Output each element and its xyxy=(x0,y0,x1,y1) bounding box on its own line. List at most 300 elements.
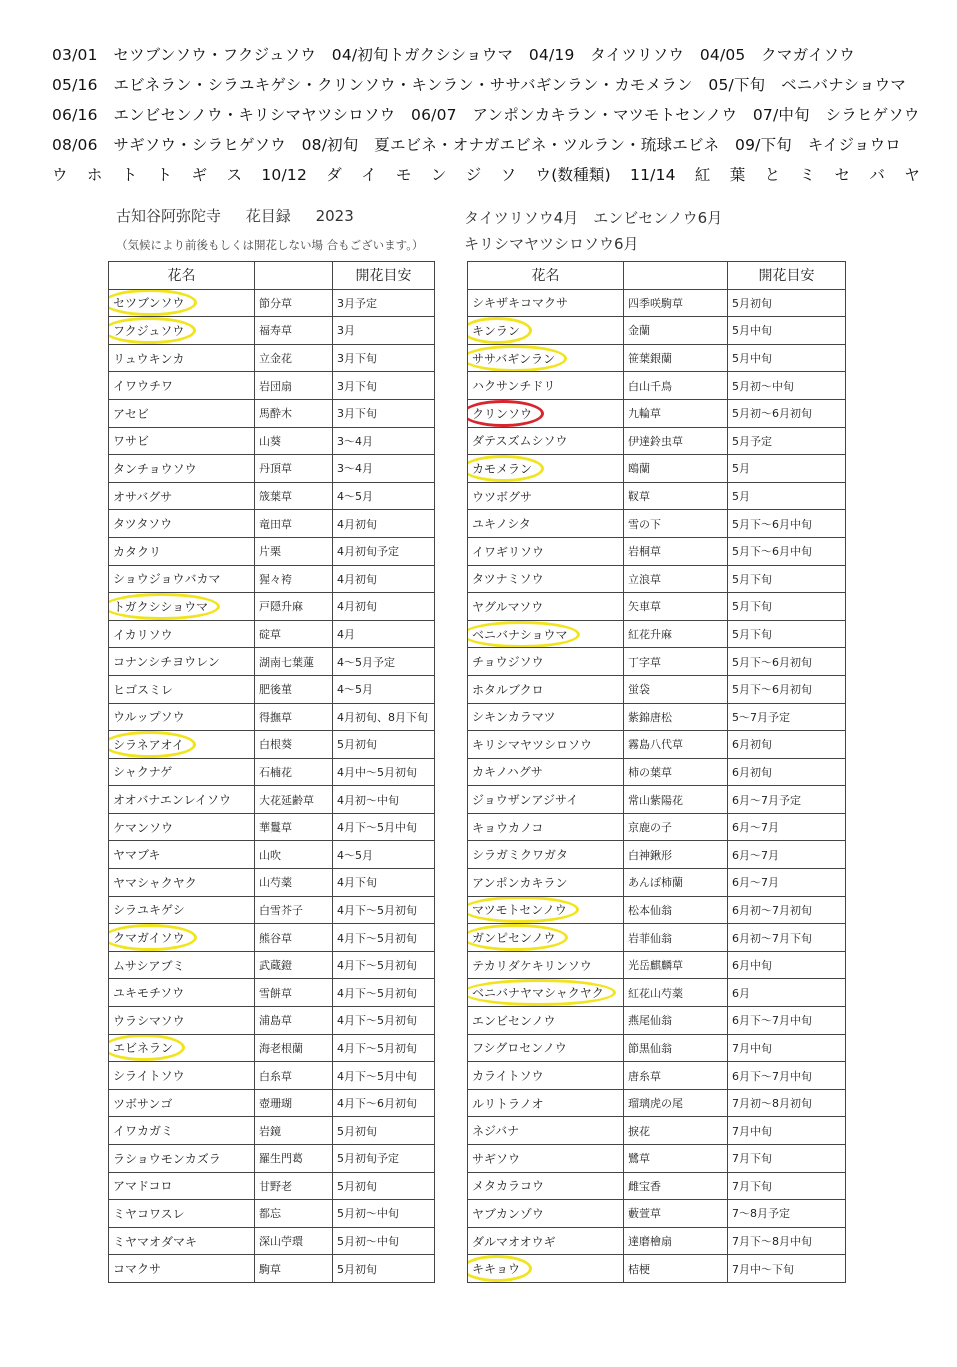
bloom-time-cell: 3月下旬 xyxy=(333,372,435,400)
flower-name-cell xyxy=(468,703,624,731)
schedule-token: ミ xyxy=(799,166,816,184)
flower-name: オオバナエンレイソウ xyxy=(113,793,232,808)
flower-name: シキザキコマクサ xyxy=(472,296,569,311)
flower-kanji-cell: 甘野老 xyxy=(255,1172,333,1200)
flower-name-cell xyxy=(109,1255,255,1283)
flower-kanji-cell: 岩団扇 xyxy=(255,372,333,400)
table-row xyxy=(468,565,846,593)
flower-name: ユキモチソウ xyxy=(113,986,185,1001)
bloom-time-cell: 7月中旬 xyxy=(728,1034,846,1062)
table-row xyxy=(109,427,435,455)
table-row xyxy=(109,1034,435,1062)
table-row xyxy=(109,841,435,869)
table-row xyxy=(468,1034,846,1062)
flower-name-cell xyxy=(468,841,624,869)
flower-name-cell xyxy=(468,455,624,483)
flower-kanji-cell: 鴎蘭 xyxy=(624,455,728,483)
bloom-time-cell: 6月〜7月 xyxy=(728,869,846,897)
flower-name: テカリダケキリンソウ xyxy=(472,958,592,973)
flower-kanji-cell: 伊達鈴虫草 xyxy=(624,427,728,455)
flower-kanji-cell: 松本仙翁 xyxy=(624,896,728,924)
bloom-time-cell: 7月下旬 xyxy=(728,1145,846,1173)
flower-name-cell xyxy=(109,565,255,593)
flower-name-cell xyxy=(109,786,255,814)
bloom-time-cell: 6月〜7月 xyxy=(728,813,846,841)
schedule-token: ス xyxy=(226,166,243,184)
bloom-time-cell: 6月初旬 xyxy=(728,731,846,759)
bloom-time-cell: 7月中〜下旬 xyxy=(728,1255,846,1283)
bloom-time-cell: 4月初旬 xyxy=(333,510,435,538)
flower-name: ワサビ xyxy=(113,434,150,449)
flower-name: ジョウザンアジサイ xyxy=(472,793,579,808)
flower-name: ホタルブクロ xyxy=(472,682,544,697)
flower-kanji-cell: 丁字草 xyxy=(624,648,728,676)
flower-kanji-cell: 浦島草 xyxy=(255,1007,333,1035)
flower-name-cell xyxy=(109,1172,255,1200)
flower-name-cell xyxy=(468,758,624,786)
bloom-time-cell: 6月初〜7月初旬 xyxy=(728,896,846,924)
flower-kanji-cell: 瑠璃虎の尾 xyxy=(624,1089,728,1117)
flower-name-cell xyxy=(109,289,255,317)
schedule-token: イ xyxy=(361,166,377,184)
table-row xyxy=(468,455,846,483)
flower-name: ルリトラノオ xyxy=(472,1096,544,1111)
flower-kanji-cell: 白神鍬形 xyxy=(624,841,728,869)
flower-kanji-cell: 深山苧環 xyxy=(255,1227,333,1255)
table-row xyxy=(468,427,846,455)
flower-name: ウラシマソウ xyxy=(113,1013,185,1028)
table-row xyxy=(468,510,846,538)
bloom-time-cell: 5月中旬 xyxy=(728,317,846,345)
flower-kanji-cell: 片栗 xyxy=(255,537,333,565)
table-row xyxy=(468,924,846,952)
flower-name: サギソウ xyxy=(472,1151,521,1166)
scan-title xyxy=(116,205,374,226)
flower-kanji-cell: 紅花升麻 xyxy=(624,620,728,648)
flower-kanji-cell: 白根葵 xyxy=(255,731,333,759)
bloom-time-cell: 6月下〜7月中旬 xyxy=(728,1007,846,1035)
bloom-time-cell: 4月下〜5月初旬 xyxy=(333,924,435,952)
flower-name: ショウジョウバカマ xyxy=(113,572,221,587)
flower-kanji-cell: 都忘 xyxy=(255,1200,333,1228)
flower-name-cell xyxy=(109,372,255,400)
schedule-token: 10/12 xyxy=(261,166,308,184)
flower-name: カタクリ xyxy=(113,544,162,559)
flower-kanji-cell: 白山千鳥 xyxy=(624,372,728,400)
bloom-time-cell: 5月下旬 xyxy=(728,565,846,593)
highlighted-flower-name: カモメラン xyxy=(472,461,533,476)
flower-kanji-cell: 岩桐草 xyxy=(624,537,728,565)
table-row xyxy=(109,924,435,952)
schedule-token: 11/14 xyxy=(630,166,676,184)
bloom-time-cell: 4月 xyxy=(333,620,435,648)
flower-kanji-cell: 武蔵鐙 xyxy=(255,951,333,979)
highlighted-flower-name: キンラン xyxy=(472,323,520,338)
highlighted-flower-name: シラネアオイ xyxy=(113,737,184,752)
table-row xyxy=(468,344,846,372)
table-row xyxy=(109,813,435,841)
table-row xyxy=(109,317,435,345)
flower-kanji-cell: 碇草 xyxy=(255,620,333,648)
flower-name-cell xyxy=(109,1034,255,1062)
table-row xyxy=(109,869,435,897)
flower-name: ネジバナ xyxy=(472,1124,520,1139)
schedule-line-2: 05/16 エビネラン・シラユキゲシ・クリンソウ・キンラン・ササバギンラン・カモメラン 05/下旬 ベニバナショウマ xyxy=(52,76,907,94)
flower-kanji-cell: 山芍薬 xyxy=(255,869,333,897)
flower-kanji-cell: 竜田草 xyxy=(255,510,333,538)
flower-kanji-cell: 四季咲駒草 xyxy=(624,289,728,317)
schedule-token: ジ xyxy=(465,166,482,184)
table-row xyxy=(109,1145,435,1173)
flower-name: キョウカノコ xyxy=(472,820,544,835)
flower-name-cell xyxy=(109,510,255,538)
flower-kanji-cell: 捩花 xyxy=(624,1117,728,1145)
schedule-token: ダ xyxy=(326,166,342,184)
flower-name: シラガミクワガタ xyxy=(472,848,569,863)
bloom-time-cell: 4月下〜6月初旬 xyxy=(333,1089,435,1117)
bloom-time-cell: 4月下〜5月初旬 xyxy=(333,896,435,924)
bloom-time-cell: 6月下〜7月中旬 xyxy=(728,1062,846,1090)
schedule-token: 紅 xyxy=(694,166,711,184)
flower-name: ツボサンゴ xyxy=(113,1096,173,1111)
flower-kanji-cell: 山葵 xyxy=(255,427,333,455)
schedule-header xyxy=(52,40,932,190)
flower-kanji-cell: 靫草 xyxy=(624,482,728,510)
col-header-name: 花名 xyxy=(109,262,255,290)
schedule-token: セ xyxy=(834,166,851,184)
bloom-time-cell: 6月〜7月予定 xyxy=(728,786,846,814)
schedule-token: ト xyxy=(156,166,173,184)
table-header-row xyxy=(468,262,846,290)
flower-name-cell xyxy=(109,317,255,345)
flower-name-cell xyxy=(468,813,624,841)
flower-name-cell xyxy=(109,1117,255,1145)
flower-kanji-cell: 金蘭 xyxy=(624,317,728,345)
highlighted-flower-name: クリンソウ xyxy=(472,406,533,421)
table-row xyxy=(109,786,435,814)
flower-name-cell xyxy=(109,924,255,952)
highlighted-flower-name: ベニバナヤマシャクヤク xyxy=(472,986,604,1001)
table-row xyxy=(468,317,846,345)
table-row xyxy=(468,1062,846,1090)
flower-kanji-cell: 山吹 xyxy=(255,841,333,869)
flower-kanji-cell: 丹頂草 xyxy=(255,455,333,483)
bloom-time-cell: 4月初旬 xyxy=(333,593,435,621)
flower-kanji-cell: 駒草 xyxy=(255,1255,333,1283)
table-row xyxy=(109,1227,435,1255)
flower-name: メタカラコウ xyxy=(472,1179,545,1194)
flower-name: ヒゴスミレ xyxy=(113,682,174,697)
flower-name: ヤブカンゾウ xyxy=(472,1206,544,1221)
flower-name-cell xyxy=(468,979,624,1007)
flower-kanji-cell: 光岳麒麟草 xyxy=(624,951,728,979)
table-row xyxy=(468,593,846,621)
flower-name-cell xyxy=(468,1034,624,1062)
flower-name-cell xyxy=(468,372,624,400)
table-row xyxy=(468,869,846,897)
table-row xyxy=(468,951,846,979)
table-row xyxy=(109,703,435,731)
flower-name-cell xyxy=(468,896,624,924)
scan-subtitle: （気候により前後もしくは開花しない場 合もございます。） xyxy=(116,238,424,252)
flower-kanji-cell: 岩鏡 xyxy=(255,1117,333,1145)
flower-name: ダテスズムシソウ xyxy=(472,434,568,449)
highlighted-flower-name: フクジュソウ xyxy=(113,323,185,338)
bloom-time-cell: 5月下〜6月中旬 xyxy=(728,510,846,538)
table-row xyxy=(109,510,435,538)
flower-name-cell xyxy=(468,1172,624,1200)
flower-name: ウルップソウ xyxy=(113,710,185,725)
schedule-token: ギ xyxy=(191,166,208,184)
bloom-time-cell: 4月下旬 xyxy=(333,869,435,897)
flower-kanji-cell: 華鬘草 xyxy=(255,813,333,841)
table-row xyxy=(468,482,846,510)
bloom-time-cell: 3〜4月 xyxy=(333,427,435,455)
flower-name-cell xyxy=(109,1227,255,1255)
table-row xyxy=(109,648,435,676)
flower-name-cell xyxy=(468,482,624,510)
flower-name-cell xyxy=(468,399,624,427)
flower-kanji-cell: 福寿草 xyxy=(255,317,333,345)
flower-name-cell xyxy=(109,455,255,483)
flower-kanji-cell: 大花延齢草 xyxy=(255,786,333,814)
flower-name: イワギリソウ xyxy=(472,544,545,559)
bloom-time-cell: 5月初旬 xyxy=(333,1255,435,1283)
schedule-token: ウ xyxy=(52,166,68,184)
flower-kanji-cell: 熊谷草 xyxy=(255,924,333,952)
flower-name: ヤマブキ xyxy=(113,848,161,863)
bloom-time-cell: 6月初旬 xyxy=(728,758,846,786)
bloom-time-cell: 4〜5月 xyxy=(333,482,435,510)
table-row xyxy=(109,537,435,565)
flower-kanji-cell: 白雪芥子 xyxy=(255,896,333,924)
flower-name: アンポンカキラン xyxy=(472,875,568,890)
schedule-line-1: 03/01 セツブンソウ・フクジュソウ 04/初旬トガクシショウマ 04/19 タイツリソウ 04/05 クマガイソウ xyxy=(52,46,855,64)
flower-name-cell xyxy=(109,979,255,1007)
flower-name-cell xyxy=(109,731,255,759)
bloom-time-cell: 5月予定 xyxy=(728,427,846,455)
schedule-token: ウ(数種類) xyxy=(535,166,611,184)
flower-name-cell xyxy=(109,813,255,841)
table-row xyxy=(468,289,846,317)
table-row xyxy=(109,979,435,1007)
flower-name-cell xyxy=(468,869,624,897)
table-row xyxy=(109,620,435,648)
flower-kanji-cell: 雪の下 xyxy=(624,510,728,538)
table-row xyxy=(109,372,435,400)
table-row xyxy=(109,1007,435,1035)
bloom-time-cell: 5月初旬予定 xyxy=(333,1145,435,1173)
flower-kanji-cell: 霧島八代草 xyxy=(624,731,728,759)
flower-name-cell xyxy=(468,565,624,593)
bloom-time-cell: 5月 xyxy=(728,482,846,510)
table-row xyxy=(109,896,435,924)
table-row xyxy=(468,731,846,759)
flower-name: イワカガミ xyxy=(113,1124,174,1139)
table-row xyxy=(468,399,846,427)
bloom-time-cell: 7月初〜8月初旬 xyxy=(728,1089,846,1117)
schedule-token: ト xyxy=(121,166,138,184)
table-row xyxy=(109,482,435,510)
bloom-time-cell: 5月初〜6月初旬 xyxy=(728,399,846,427)
flower-name: アマドコロ xyxy=(113,1179,173,1194)
flower-kanji-cell: 節黒仙翁 xyxy=(624,1034,728,1062)
flower-name-cell xyxy=(109,841,255,869)
flower-kanji-cell: 紅花山芍薬 xyxy=(624,979,728,1007)
bloom-time-cell: 7〜8月予定 xyxy=(728,1200,846,1228)
bloom-time-cell: 4〜5月 xyxy=(333,675,435,703)
flower-name-cell xyxy=(109,620,255,648)
table-row xyxy=(109,1062,435,1090)
flower-kanji-cell: 羅生門葛 xyxy=(255,1145,333,1173)
schedule-token: バ xyxy=(869,166,886,184)
flower-name-cell xyxy=(109,537,255,565)
flower-kanji-cell: 九輪草 xyxy=(624,399,728,427)
table-row xyxy=(109,593,435,621)
schedule-token: ソ xyxy=(500,166,517,184)
flower-kanji-cell: 得撫草 xyxy=(255,703,333,731)
flower-name-cell xyxy=(109,896,255,924)
flower-kanji-cell: 雪餅草 xyxy=(255,979,333,1007)
flower-name: カキノハグサ xyxy=(472,765,543,780)
flower-kanji-cell: 海老根蘭 xyxy=(255,1034,333,1062)
bloom-time-cell: 4月初〜中旬 xyxy=(333,786,435,814)
flower-name: チョウジソウ xyxy=(472,655,544,670)
bloom-time-cell: 4月初旬予定 xyxy=(333,537,435,565)
flower-name-cell xyxy=(468,648,624,676)
schedule-token: ホ xyxy=(86,166,103,184)
flower-kanji-cell: 蛍袋 xyxy=(624,675,728,703)
flower-name: コマクサ xyxy=(113,1262,162,1277)
table-row xyxy=(468,1227,846,1255)
flower-kanji-cell: 石楠花 xyxy=(255,758,333,786)
flower-name-cell xyxy=(109,869,255,897)
table-row xyxy=(468,675,846,703)
flower-name-cell xyxy=(468,924,624,952)
highlighted-flower-name: トガクシショウマ xyxy=(113,599,209,614)
table-row xyxy=(109,1089,435,1117)
bloom-time-cell: 4〜5月 xyxy=(333,841,435,869)
flower-kanji-cell: 肥後菫 xyxy=(255,675,333,703)
flower-name: ダルマオオウギ xyxy=(472,1234,556,1249)
flower-name: ラショウモンカズラ xyxy=(113,1151,221,1166)
temple-name: 古知谷阿弥陀寺 xyxy=(116,207,222,225)
flower-name-cell xyxy=(468,427,624,455)
bloom-time-cell: 7月下〜8月中旬 xyxy=(728,1227,846,1255)
table-row xyxy=(468,896,846,924)
flower-name-cell xyxy=(468,731,624,759)
flower-name-cell xyxy=(109,344,255,372)
flower-kanji-cell: 馬酔木 xyxy=(255,399,333,427)
table-row xyxy=(109,951,435,979)
highlighted-flower-name: ガンピセンノウ xyxy=(472,931,556,946)
bloom-time-cell: 6月初〜7月下旬 xyxy=(728,924,846,952)
highlighted-flower-name: クマガイソウ xyxy=(113,931,185,946)
flower-kanji-cell: 京鹿の子 xyxy=(624,813,728,841)
bloom-time-cell: 3月予定 xyxy=(333,289,435,317)
bloom-time-cell: 3月下旬 xyxy=(333,344,435,372)
schedule-token: ン xyxy=(430,166,447,184)
col-header-bloom: 開花目安 xyxy=(333,262,435,290)
bloom-time-cell: 3月 xyxy=(333,317,435,345)
flower-kanji-cell: 藪萱草 xyxy=(624,1200,728,1228)
bloom-time-cell: 3〜4月 xyxy=(333,455,435,483)
flower-kanji-cell: 達磨檜扇 xyxy=(624,1227,728,1255)
flower-name: ウツボグサ xyxy=(472,489,533,504)
schedule-token: ヤ xyxy=(904,166,920,184)
flower-name: シラユキゲシ xyxy=(113,903,185,918)
flower-name-cell xyxy=(109,482,255,510)
flower-name: ヤグルマソウ xyxy=(472,599,544,614)
bloom-time-cell: 4月下〜5月初旬 xyxy=(333,1034,435,1062)
flower-name-cell xyxy=(468,1117,624,1145)
bloom-time-cell: 4月下〜5月中旬 xyxy=(333,1062,435,1090)
flower-kanji-cell: 筬葉草 xyxy=(255,482,333,510)
flower-name-cell xyxy=(109,758,255,786)
flower-name-cell xyxy=(109,648,255,676)
table-row xyxy=(468,1255,846,1283)
flower-name: オサバグサ xyxy=(113,489,173,504)
flower-name-cell xyxy=(468,620,624,648)
flower-name: タツタソウ xyxy=(113,517,173,532)
flower-kanji-cell: 雌宝香 xyxy=(624,1172,728,1200)
flower-name: エンビセンノウ xyxy=(472,1013,556,1028)
flower-name: タツナミソウ xyxy=(472,572,544,587)
bloom-time-cell: 5月下〜6月初旬 xyxy=(728,648,846,676)
flower-name-cell xyxy=(468,510,624,538)
flower-name: ハクサンチドリ xyxy=(472,379,556,394)
flower-name: ユキノシタ xyxy=(472,517,531,532)
bloom-time-cell: 5月初旬 xyxy=(333,731,435,759)
flower-kanji-cell: 湖南七葉蓮 xyxy=(255,648,333,676)
flower-kanji-cell: あんぽ柿蘭 xyxy=(624,869,728,897)
flower-name-cell xyxy=(109,593,255,621)
flower-kanji-cell: 柿の葉草 xyxy=(624,758,728,786)
bloom-time-cell: 4月初旬、8月下旬 xyxy=(333,703,435,731)
table-row xyxy=(468,648,846,676)
bloom-time-cell: 5月下旬 xyxy=(728,620,846,648)
table-row xyxy=(468,813,846,841)
flower-name-cell xyxy=(468,537,624,565)
flower-kanji-cell: 常山紫陽花 xyxy=(624,786,728,814)
flower-name: ミヤコワスレ xyxy=(113,1206,185,1221)
table-row xyxy=(468,1172,846,1200)
flower-name-cell xyxy=(109,951,255,979)
schedule-token: モ xyxy=(395,166,412,184)
flower-name: ムサシアブミ xyxy=(113,958,185,973)
table-row xyxy=(468,786,846,814)
schedule-token: 葉 xyxy=(729,166,746,184)
schedule-line-3: 06/16 エンビセンノウ・キリシマヤツシロソウ 06/07 アンポンカキラン・マツモトセンノウ 07/中旬 シラヒゲソウ xyxy=(52,106,920,124)
table-row xyxy=(468,703,846,731)
flower-kanji-cell: 壺珊瑚 xyxy=(255,1089,333,1117)
table-row xyxy=(109,289,435,317)
table-row xyxy=(468,1089,846,1117)
bloom-time-cell: 5月中旬 xyxy=(728,344,846,372)
flower-name: コナンシチヨウレン xyxy=(113,655,220,670)
flower-kanji-cell: 立浪草 xyxy=(624,565,728,593)
bloom-time-cell: 4月下〜5月中旬 xyxy=(333,813,435,841)
flower-name-cell xyxy=(468,289,624,317)
bloom-time-cell: 4月下〜5月初旬 xyxy=(333,951,435,979)
highlighted-flower-name: セツブンソウ xyxy=(113,296,185,311)
table-row xyxy=(468,841,846,869)
flower-kanji-cell: 岩菲仙翁 xyxy=(624,924,728,952)
bloom-time-cell: 5月下〜6月初旬 xyxy=(728,675,846,703)
bloom-time-cell: 5月初旬 xyxy=(333,1172,435,1200)
highlighted-flower-name: ベニバナショウマ xyxy=(472,627,568,642)
table-row xyxy=(468,1200,846,1228)
